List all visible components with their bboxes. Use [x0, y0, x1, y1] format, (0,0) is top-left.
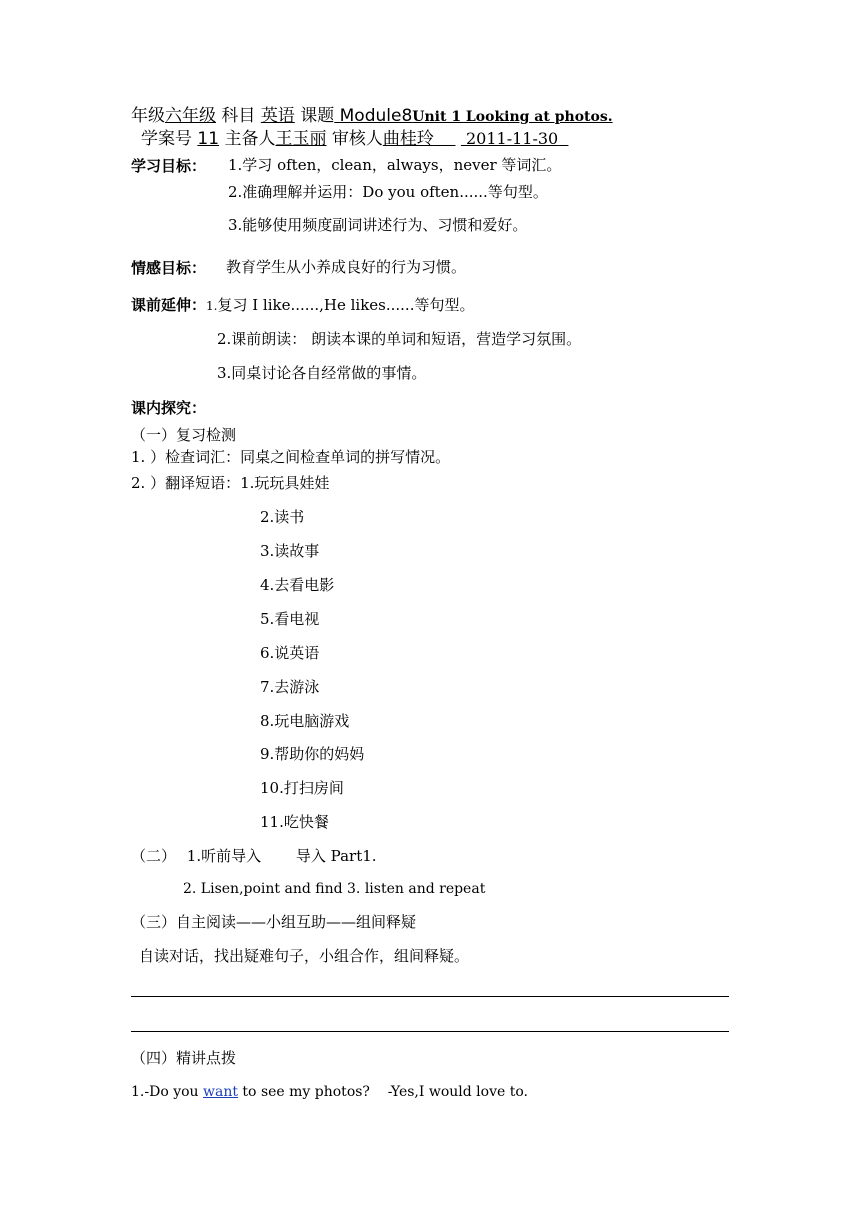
author-value: 王玉丽: [275, 129, 327, 149]
answer-line: [131, 1031, 729, 1032]
author-label: 主备人: [224, 129, 276, 149]
plan-no-value: 11: [197, 129, 220, 149]
section-4-q-prefix: 1.-Do you: [131, 1084, 203, 1100]
topic-unit: Unit 1 Looking at photos.: [412, 109, 613, 125]
phrase-item: 3.读故事: [260, 542, 320, 560]
header-line-2: [141, 128, 568, 150]
goal-item-2: 2.准确理解并运用：Do you often......等句型。: [228, 183, 548, 201]
section-4-title: （四）精讲点拨: [131, 1049, 237, 1067]
phrase-item: 6.说英语: [260, 644, 320, 662]
section-1-line-2: 2. ）翻译短语：1.玩玩具娃娃: [131, 474, 330, 492]
phrase-item: 10.打扫房间: [260, 779, 344, 797]
phrase-item: 8.玩电脑游戏: [260, 712, 350, 730]
section-4-line-1: [131, 1082, 528, 1102]
goals-label: 学习目标：: [131, 157, 207, 175]
section-2-line-2: 2. Lisen,point and find 3. listen and repeat: [183, 881, 486, 897]
topic-label: 课题: [300, 106, 335, 126]
pre-class-item-2: 2.课前朗读： 朗读本课的单词和短语，营造学习氛围。: [217, 330, 582, 348]
section-1-line-1: 1. ）检查词汇：同桌之间检查单词的拼写情况。: [131, 448, 451, 466]
section-1-title: （一）复习检测: [131, 426, 237, 444]
reviewer-label: 审核人: [331, 129, 383, 149]
emotion-text: 教育学生从小养成良好的行为习惯。: [226, 258, 467, 276]
topic-module: Module8: [339, 106, 413, 126]
pre-class-label: 课前延伸：: [131, 296, 207, 314]
phrase-item: 11.吃快餐: [260, 813, 329, 831]
phrase-item: 7.去游泳: [260, 678, 320, 696]
reviewer-value: 曲桂玲: [382, 129, 434, 149]
goal-item-3: 3.能够使用频度副词讲述行为、习惯和爱好。: [228, 216, 528, 234]
phrase-item: 2.读书: [260, 508, 305, 526]
phrase-item: 9.帮助你的妈妈: [260, 745, 365, 763]
grade-value: 六年级: [165, 106, 216, 126]
section-4-q-suffix: to see my photos? -Yes,I would love to.: [237, 1084, 528, 1100]
answer-line: [131, 996, 729, 997]
section-2-line-1: [131, 846, 377, 866]
section-3-title: （三）自主阅读——小组互助——组间释疑: [131, 913, 417, 931]
subject-label: 科目: [221, 106, 256, 126]
pre-class-num: 1.: [206, 299, 218, 313]
section-3-text: 自读对话，找出疑难句子，小组合作，组间释疑。: [139, 947, 470, 965]
pre-class-item-1: 复习 I like......,He likes......等句型。: [217, 296, 475, 314]
subject-value: 英语: [260, 106, 295, 126]
phrase-item: 5.看电视: [260, 610, 320, 628]
in-class-label: 课内探究：: [131, 399, 207, 417]
section-2-b: 导入 Part1.: [295, 847, 377, 865]
goal-item-1: 1.学习 often，clean，always，never 等词汇。: [228, 156, 562, 174]
want-link[interactable]: want: [203, 1084, 238, 1100]
grade-label: 年级: [131, 106, 165, 126]
header-line-1: [131, 105, 613, 128]
date: 2011-11-30: [465, 129, 559, 148]
pre-class-line-1: [131, 295, 474, 316]
emotion-label: 情感目标：: [131, 259, 207, 277]
section-2-a: 1.听前导入: [186, 847, 262, 865]
section-2-prefix: （二）: [131, 847, 177, 865]
phrase-item: 4.去看电影: [260, 576, 335, 594]
plan-no-label: 学案号: [141, 129, 192, 149]
pre-class-item-3: 3.同桌讨论各自经常做的事情。: [217, 364, 427, 382]
